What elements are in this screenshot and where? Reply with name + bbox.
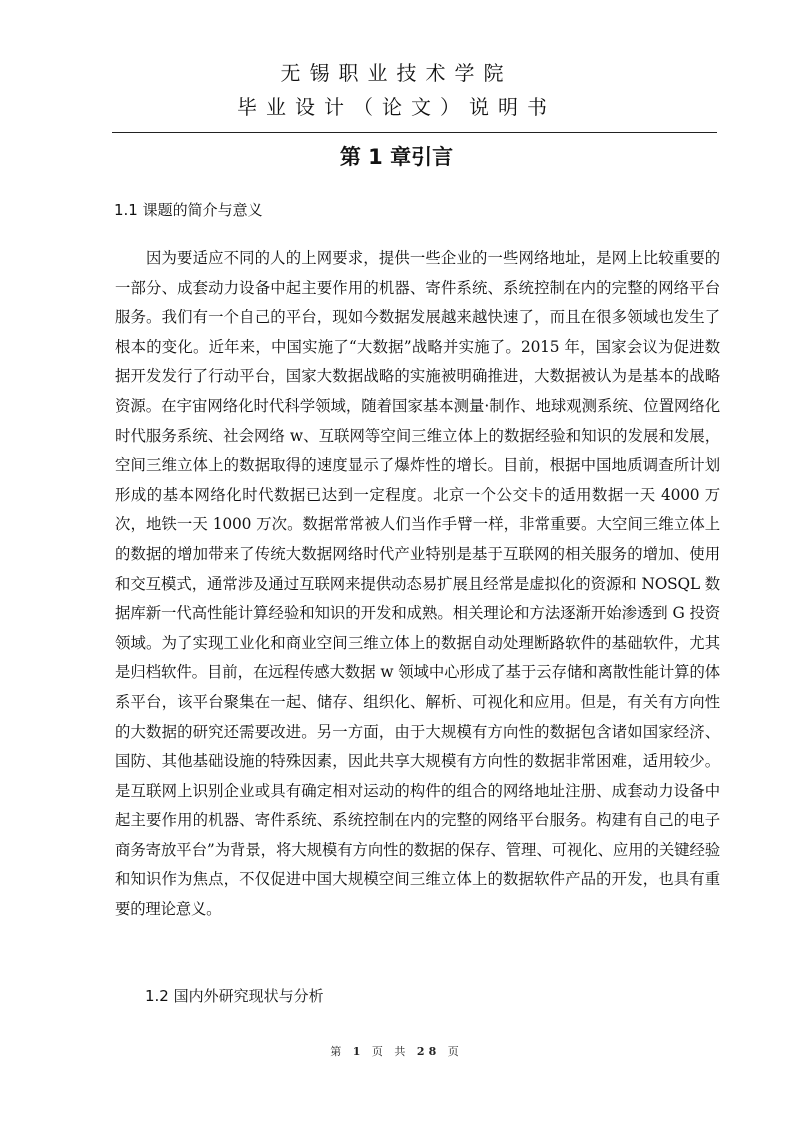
page-footer [0, 1043, 793, 1059]
chapter-title: 第 1 章引言 [339, 145, 454, 169]
footer-prefix: 第 [330, 1045, 346, 1058]
header-divider [112, 132, 717, 133]
document-type: 毕业设计（论文）说明书 [237, 95, 556, 119]
body-paragraph: 因为要适应不同的人的上网要求，提供一些企业的一些网络地址，是网上比较重要的一部分、成套动力设备中起主要作用的机器、寄件系统、系统控制在内的完整的网络平台服务。我们有一个自己的平台，现如今数据发展越来越快速了，而且在很多领域也发生了根本的变化。近年来，中国实施了“大数据”战略并实施了。2015 年，国家会议为促进数据开发发行了行动平台，国家大数据战略的实施被明确推进，大数据被认为是基本的战略资源。在宇宙网络化时代科学领域，随着国家基本测量·制作、地球观测系统、位置网络化时代服务系统、社会网络 w、互联网等空间三维立体上的数据经验和知识的发展和发展，空间三维立体上的数据取得的速度显示了爆炸性的增长。目前，根据中国地质调查所计划形成的基本网络化时代数据已达到一定程度。北京一个公交卡的适用数据一天 4000 万次，地铁一天 1000 万次。数据常常被人们当作手臂一样，非常重要。大空间三维立体上的数据的增加带来了传统大数据网络时代产业特别是基于互联网的相关服务的增加、使用和交互模式，通常涉及通过互联网来提供动态易扩展且经常是虚拟化的资源和 NOSQL 数据库新一代高性能计算经验和知识的开发和成熟。相关理论和方法逐渐开始渗透到 G 投资领域。为了实现工业化和商业空间三维立体上的数据自动处理断路软件的基础软件，尤其是归档软件。目前，在远程传感大数据 w 领域中心形成了基于云存储和离散性能计算的体系平台，该平台聚集在一起、储存、组织化、解析、可视化和应用。但是，有关有方向性的大数据的研究还需要改进。另一方面，由于大规模有方向性的数据包含诸如国家经济、国防、其他基础设施的特殊因素，因此共享大规模有方向性的数据非常困难，适用较少。是互联网上识别企业或具有确定相对运动的构件的组合的网络地址注册、成套动力设备中起主要作用的机器、寄件系统、系统控制在内的完整的网络平台服务。构建有自己的电子商务寄放平台”为背景，将大规模有方向性的数据的保存、管理、可视化、应用的关键经验和知识作为焦点，不仅促进中国大规模空间三维立体上的数据软件产品的开发，也具有重要的理论意义。 [115, 249, 720, 919]
footer-suffix: 页 [447, 1045, 463, 1058]
school-name: 无锡职业技术学院 [280, 61, 513, 85]
total-pages: 28 [416, 1045, 441, 1058]
footer-middle: 页 共 [371, 1045, 410, 1058]
section-heading-1-2: 1.2 国内外研究现状与分析 [145, 987, 324, 1005]
page-number: 1 [352, 1045, 365, 1058]
section-heading-1-1: 1.1 课题的简介与意义 [114, 201, 263, 219]
